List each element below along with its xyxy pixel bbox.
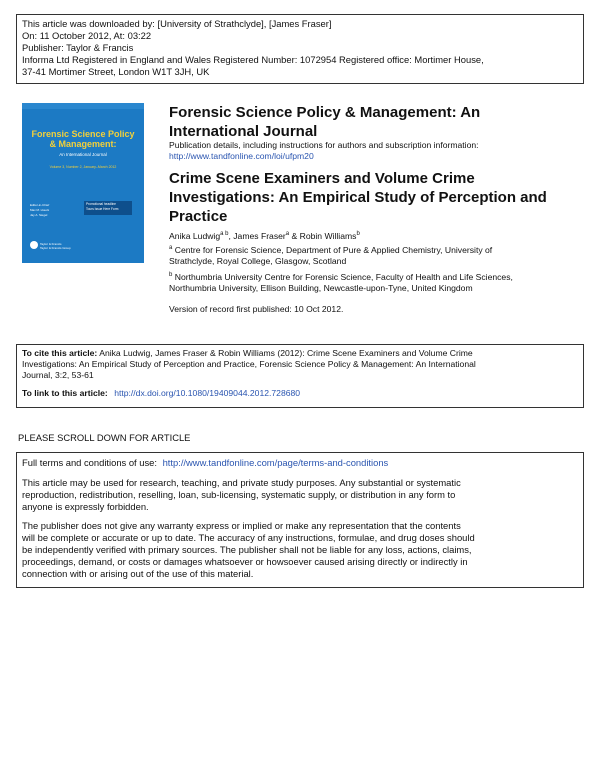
link-line	[22, 388, 300, 399]
journal-title: Forensic Science Policy & Management: An International Journal	[169, 104, 481, 140]
cover-journal-title: Forensic Science Policy & Management:	[31, 129, 135, 149]
download-info-box	[16, 14, 584, 84]
terms-paragraph-1: This article may be used for research, teaching, and private study purposes. Any substantial or systematic reproduction, redistribution, reselling, loan, sub-licensing, systematic supply, or distribution in any form to anyone is expressly forbidden.	[22, 477, 461, 512]
cite-label: To cite this article:	[22, 348, 98, 358]
affiliation-b: $^b$ Northumbria University Centre for Forensic Science, Faculty of Health and Life Sciences, Northumbria University, Ellison Building, Newcastle-upon-Tyne, United Kingdom	[169, 271, 513, 293]
download-info-line: On: 11 October 2012, At: 03:22	[22, 30, 152, 41]
terms-line	[22, 457, 388, 469]
record-published: Version of record first published: 10 Oct 2012.	[169, 304, 344, 314]
author-name: Anika Ludwig	[169, 230, 221, 241]
cover-volume: Volume 3, Number 2, January–March 2012	[49, 165, 117, 169]
citation-line: Investigations: An Empirical Study of Perception and Practice, Forensic Science Policy & Management: An International	[22, 359, 476, 369]
journal-url-link[interactable]: http://www.tandfonline.com/loi/ufpm20	[169, 151, 314, 161]
article-title: Crime Scene Examiners and Volume Crime Investigations: An Empirical Study of Perception and Practice	[169, 170, 547, 225]
doi-link[interactable]: http://dx.doi.org/10.1080/19409044.2012.728680	[114, 388, 301, 398]
authors-line: Anika Ludwig$^{a b}$, James Fraser$^a$ & Robin Williams$^b$	[169, 230, 360, 241]
citation-line: To cite this article: Anika Ludwig, James Fraser & Robin Williams (2012): Crime Scene Examiners and Volume Crime	[22, 348, 473, 358]
citation-line: Journal, 3:2, 53-61	[22, 370, 94, 380]
terms-link[interactable]: http://www.tandfonline.com/page/terms-and-conditions	[162, 457, 389, 468]
cover-editors: Editor-in-Chief Max M. Houck Jay A. Siegel	[30, 203, 50, 217]
terms-box	[16, 452, 584, 588]
download-info-line: 37-41 Mortimer Street, London W1T 3JH, UK	[22, 66, 210, 77]
terms-label: Full terms and conditions of use:	[22, 457, 157, 468]
publication-details: Publication details, including instructions for authors and subscription information:	[169, 140, 479, 150]
terms-paragraph-2: The publisher does not give any warranty express or implied or make any representation that the contents will be complete or accurate or up to date. The accuracy of any instructions, formulae, and drug doses should be independently verified with primary sources. The publisher shall not be liable for any loss, actions, claims, proceedings, demand, or costs or damages whatsoever or howsoever caused arising directly or indirectly in connection with or arising out of the use of this material.	[22, 520, 475, 579]
download-info-line: Informa Ltd Registered in England and Wales Registered Number: 1072954 Registered office: Mortimer House,	[22, 54, 484, 65]
cover-publisher-logo: Taylor & Francis Taylor & Francis Group	[40, 242, 71, 250]
scroll-notice: PLEASE SCROLL DOWN FOR ARTICLE	[18, 432, 191, 443]
publisher-logo-icon	[30, 241, 38, 249]
download-info-line: Publisher: Taylor & Francis	[22, 42, 134, 53]
link-label: To link to this article:	[22, 388, 108, 398]
cover-promo-box: Promotional headline Tours Issue Here Form	[84, 201, 132, 215]
author-name: , James Fraser	[228, 230, 286, 241]
cover-subtitle: An International Journal	[59, 152, 107, 157]
download-info-line: This article was downloaded by: [University of Strathclyde], [James Fraser]	[22, 18, 332, 29]
journal-cover-image	[22, 103, 144, 263]
author-name: & Robin Williams	[289, 230, 357, 241]
affiliation-a: $^a$ Centre for Forensic Science, Department of Pure & Applied Chemistry, University of Strathclyde, Royal College, Glasgow, Scotland	[169, 244, 493, 266]
citation-box	[16, 344, 584, 408]
